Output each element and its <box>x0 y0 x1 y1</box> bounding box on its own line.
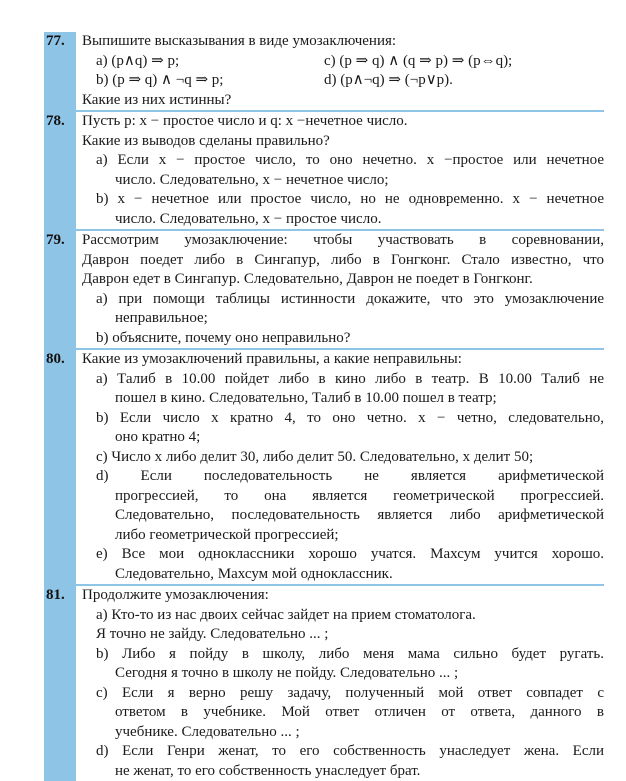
text-line: Даврон поедет либо в Сингапур, либо в Гонгконг. Стало известно, что <box>82 251 604 271</box>
option-line: a) Талиб в 10.00 пойдет либо в кино либо в театр. В 10.00 Талиб не <box>82 370 604 390</box>
option-line: неправильное; <box>82 309 604 329</box>
problem-intro: Какие из умозаключений правильны, а какие неправильны: <box>82 350 604 370</box>
problem-77 <box>44 32 604 110</box>
option-line: b) объясните, почему оно неправильно? <box>82 329 604 349</box>
problem-number: 78. <box>44 112 76 229</box>
option-line: d) Если Генри женат, то его собственность унаследует жена. Если <box>82 742 604 762</box>
problem-number: 80. <box>44 350 76 584</box>
formula-item: b) (p ⇒ q) ∧ ¬q ⇒ p; <box>96 71 324 91</box>
option-line: d) Если последовательность не является арифметической <box>82 467 604 487</box>
option-line: не женат, то его собственность унаследует брат. <box>82 762 604 781</box>
option-line: число. Следовательно, x − простое число. <box>82 210 604 230</box>
option-line: либо геометрической прогрессией; <box>82 526 604 546</box>
problem-intro: Выпишите высказывания в виде умозаключения: <box>82 32 604 52</box>
option-line: a) Если x − простое число, то оно нечетно. x −простое или нечетное <box>82 151 604 171</box>
problem-number: 81. <box>44 586 76 781</box>
option-line: прогрессией, то она является геометрической прогрессией. <box>82 487 604 507</box>
text-line: Рассмотрим умозаключение: чтобы участвовать в соревновании, <box>82 231 604 251</box>
formula-item: c) (p ⇒ q) ∧ (q ⇒ p) ⇒ (p⇔q); <box>324 52 604 72</box>
formula-list <box>82 52 604 91</box>
exercise-page <box>44 32 604 781</box>
problem-intro: Пусть p: x − простое число и q: x −нечетное число. <box>82 112 604 132</box>
problem-number: 79. <box>44 231 76 348</box>
option-line: a) при помощи таблицы истинности докажите, что это умозаключение <box>82 290 604 310</box>
problem-80 <box>44 348 604 584</box>
option-line: Я точно не зайду. Следовательно ... ; <box>82 625 604 645</box>
formula-item: d) (p∧¬q) ⇒ (¬p∨p). <box>324 71 604 91</box>
option-line: ответом в учебнике. Мой ответ отличен от ответа, данного в <box>82 703 604 723</box>
problem-number: 77. <box>44 32 76 110</box>
option-line: Следовательно, последовательность является либо арифметической <box>82 506 604 526</box>
formula-item: a) (p∧q) ⇒ p; <box>96 52 324 72</box>
option-line: пошел в кино. Следовательно, Талиб в 10.00 пошел в театр; <box>82 389 604 409</box>
option-line: оно кратно 4; <box>82 428 604 448</box>
option-line: b) Либо я пойду в школу, либо меня мама сильно будет ругать. <box>82 645 604 665</box>
problem-question: Какие из них истинны? <box>82 91 604 111</box>
problem-78 <box>44 110 604 229</box>
option-line: учебнике. Следовательно ... ; <box>82 723 604 743</box>
problem-81 <box>44 584 604 781</box>
option-line: число. Следовательно, x − нечетное число; <box>82 171 604 191</box>
option-line: a) Кто-то из нас двоих сейчас зайдет на прием стоматолога. <box>82 606 604 626</box>
option-line: Сегодня я точно в школу не пойду. Следовательно ... ; <box>82 664 604 684</box>
option-line: b) x − нечетное или простое число, но не одновременно. x − нечетное <box>82 190 604 210</box>
option-line: c) Число x либо делит 30, либо делит 50. Следовательно, x делит 50; <box>82 448 604 468</box>
problem-question: Какие из выводов сделаны правильно? <box>82 132 604 152</box>
option-line: c) Если я верно решу задачу, полученный мой ответ совпадет с <box>82 684 604 704</box>
problem-79 <box>44 229 604 348</box>
option-line: b) Если число x кратно 4, то оно четно. x − четно, следовательно, <box>82 409 604 429</box>
option-line: Следовательно, Махсум мой одноклассник. <box>82 565 604 585</box>
option-line: e) Все мои одноклассники хорошо учатся. Махсум учится хорошо. <box>82 545 604 565</box>
text-line: Даврон едет в Сингапур. Следовательно, Даврон не поедет в Гонгконг. <box>82 270 604 290</box>
problem-intro: Продолжите умозаключения: <box>82 586 604 606</box>
